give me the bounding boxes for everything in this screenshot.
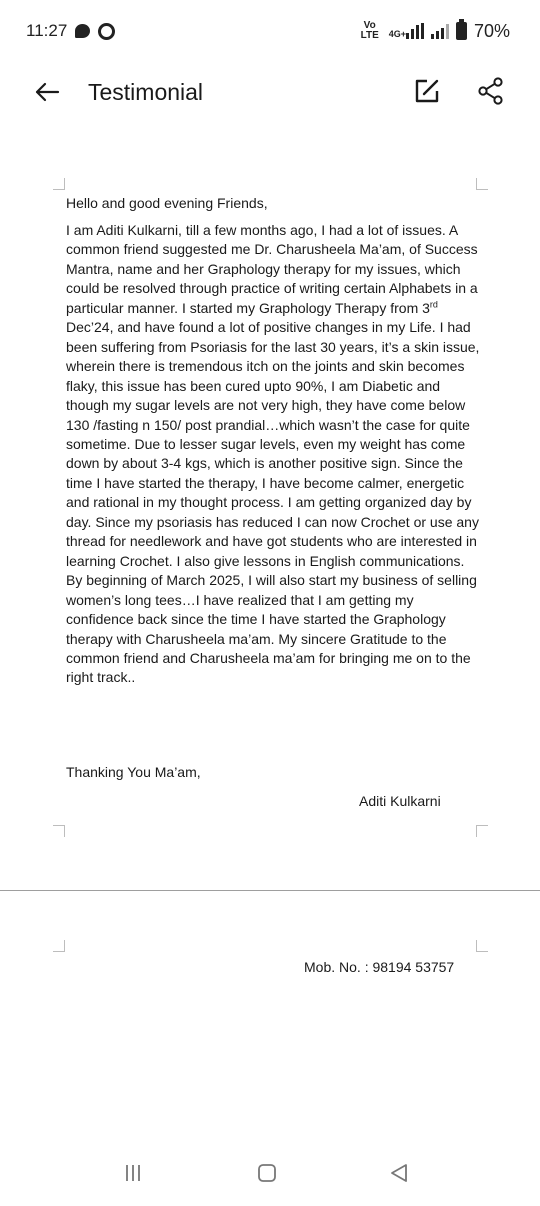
- letter-body-part2: Dec’24, and have found a lot of positive changes in my Life. I had been suffering from Psoriasis for the last 30 years, it’s a skin issue, wherein there is tremendous itch on the joints and skin becomes flaky, this issue has been cured upto 90%, I am Diabetic and though my sugar levels are not very high, they have come below 130 /fasting n 150/ post prandial…which wasn’t the case for quite sometime. Due to lesser sugar levels, even my weight has come down by about 3-4 kgs, which is another positive sign. Since the time I have started the therapy, I have become calmer, energetic and rational in my thought process. I am getting organized day by day. Since my psoriasis has reduced I can now Crochet or use any thread for needlework and have got students who are interested in learning Crochet. I also give lessons in English communications. By beginning of March 2025, I will also start my business of selling women’s long tees…I have realized that I am getting my confidence back since the time I have started the Graphology therapy with Charusheela ma’am. My sincere Gratitude to the common friend and Charusheela ma’am for bringing me on to the right track..: [66, 319, 480, 686]
- status-bar: [0, 0, 540, 62]
- page-corner-mark: [476, 940, 488, 952]
- recent-apps-icon: [122, 1162, 144, 1184]
- page-divider: [0, 890, 540, 891]
- network-indicator: [389, 23, 424, 39]
- status-right: [358, 21, 510, 42]
- recent-apps-button[interactable]: [122, 1162, 144, 1184]
- edit-icon: [412, 76, 442, 106]
- triangle-back-icon: [388, 1162, 410, 1184]
- status-time: 11:27: [26, 21, 68, 40]
- back-button[interactable]: [32, 77, 62, 107]
- system-nav-bar: [0, 1140, 540, 1206]
- battery-icon: [456, 22, 467, 40]
- status-left: [26, 21, 115, 41]
- letter-closing: Thanking You Ma’am,: [66, 764, 201, 780]
- page-corner-mark: [476, 825, 488, 837]
- page-title: Testimonial: [88, 79, 204, 105]
- volte-line2: LTE: [360, 30, 379, 41]
- battery-percent: 70%: [473, 20, 510, 41]
- app-bar: [0, 62, 540, 122]
- volte-line1: Vo: [363, 20, 376, 31]
- volte-indicator: [358, 21, 382, 41]
- page-corner-mark: [53, 940, 65, 952]
- message-notification-icon: [75, 24, 90, 38]
- app-notification-icon: [98, 23, 115, 40]
- letter-greeting: Hello and good evening Friends,: [66, 195, 268, 211]
- arrow-left-icon: [32, 77, 62, 107]
- letter-body-superscript: rd: [429, 299, 438, 310]
- page-corner-mark: [476, 178, 488, 190]
- letter-body-part1: I am Aditi Kulkarni, till a few months ago, I had a lot of issues. A common friend suggested me Dr. Charusheela Ma’am, of Success Mantra, name and her Graphology therapy for my issues, which could be resolved through practice of writing certain Alphabets in a particular manner. I started my Graphology Therapy from 3: [66, 222, 478, 316]
- share-button[interactable]: [476, 76, 506, 106]
- system-back-button[interactable]: [388, 1162, 410, 1184]
- page-corner-mark: [53, 178, 65, 190]
- letter-body: [66, 221, 480, 688]
- edit-button[interactable]: [412, 76, 442, 106]
- signal-bars-icon: [406, 23, 424, 39]
- share-icon: [476, 76, 506, 106]
- signal-bars-2-icon: [431, 23, 449, 39]
- page-corner-mark: [53, 825, 65, 837]
- home-button[interactable]: [256, 1162, 278, 1184]
- mobile-number: Mob. No. : 98194 53757: [304, 959, 455, 975]
- home-icon: [256, 1162, 278, 1184]
- letter-signature: Aditi Kulkarni: [359, 793, 441, 809]
- network-type: 4G+: [388, 29, 406, 39]
